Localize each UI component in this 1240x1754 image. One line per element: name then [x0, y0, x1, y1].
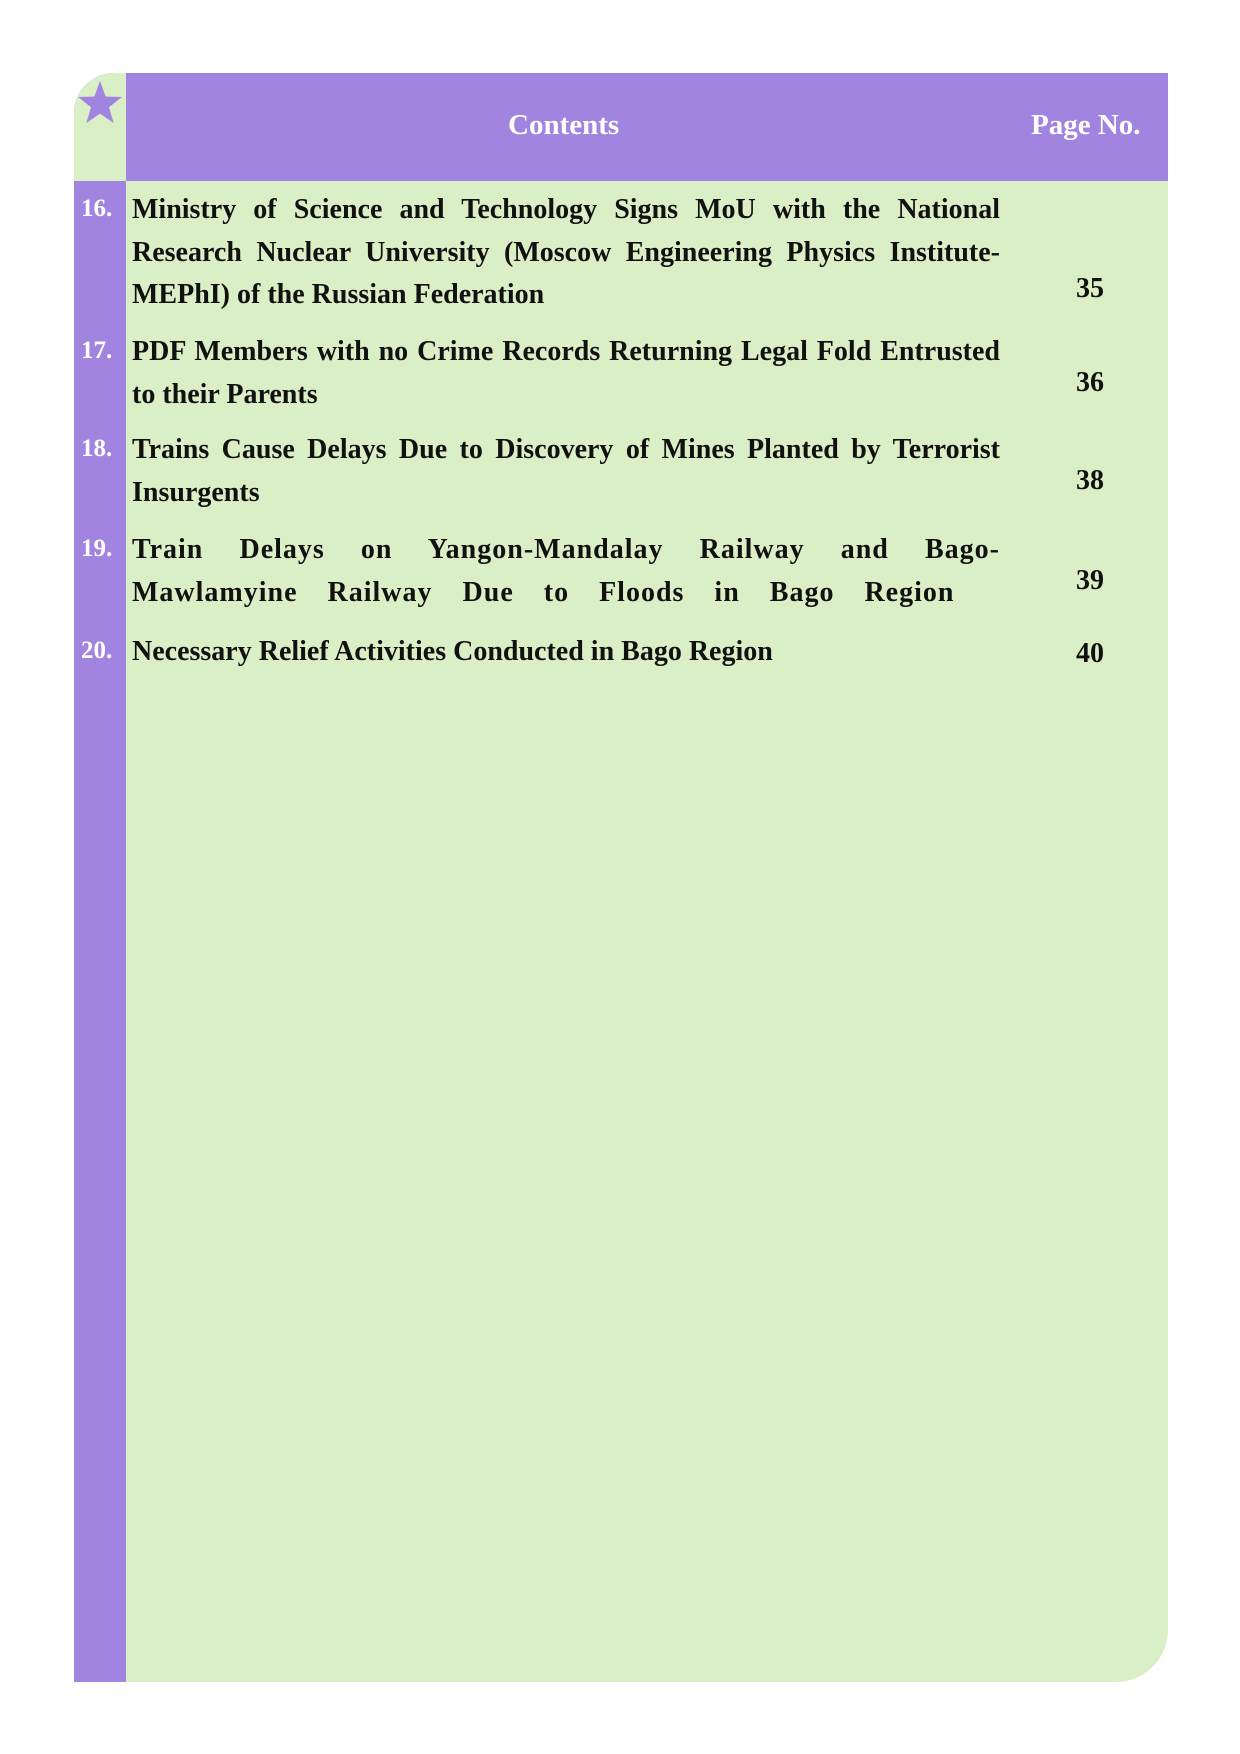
table-header: [126, 73, 1168, 181]
contents-panel: [74, 73, 1168, 1682]
header-page-label: Page No.: [1031, 109, 1141, 141]
entry-title[interactable]: Trains Cause Delays Due to Discovery of Mines Planted by Terrorist Insurgents: [132, 434, 1000, 508]
entry-page-number[interactable]: 38: [1076, 465, 1104, 496]
entry-page-number[interactable]: 36: [1076, 367, 1104, 398]
entry-page-number[interactable]: 39: [1076, 565, 1104, 596]
header-corner: [74, 73, 126, 181]
entry-title[interactable]: Ministry of Science and Technology Signs MoU with the National Research Nuclear University (Moscow Engineering Physics Institute-MEPhI) of the Russian Federation: [132, 194, 1000, 310]
entry-title[interactable]: Necessary Relief Activities Conducted in Bago Region: [132, 636, 773, 667]
entry-number: 16.: [81, 195, 113, 222]
entry-number: 19.: [81, 535, 113, 562]
sidebar-stripe: [74, 73, 126, 1682]
entry-number: 20.: [81, 637, 113, 664]
header-contents-label: Contents: [508, 109, 620, 141]
entry-number: 17.: [81, 337, 113, 364]
entry-number: 18.: [81, 435, 113, 462]
entry-title[interactable]: Train Delays on Yangon-Mandalay Railway and Bago-Mawlamyine Railway Due to Floods in Bago Region: [132, 534, 1000, 608]
star-icon: [76, 79, 124, 127]
entry-title[interactable]: PDF Members with no Crime Records Returning Legal Fold Entrusted to their Parents: [132, 336, 1000, 410]
entry-page-number[interactable]: 35: [1076, 273, 1104, 304]
entry-page-number[interactable]: 40: [1076, 638, 1104, 669]
